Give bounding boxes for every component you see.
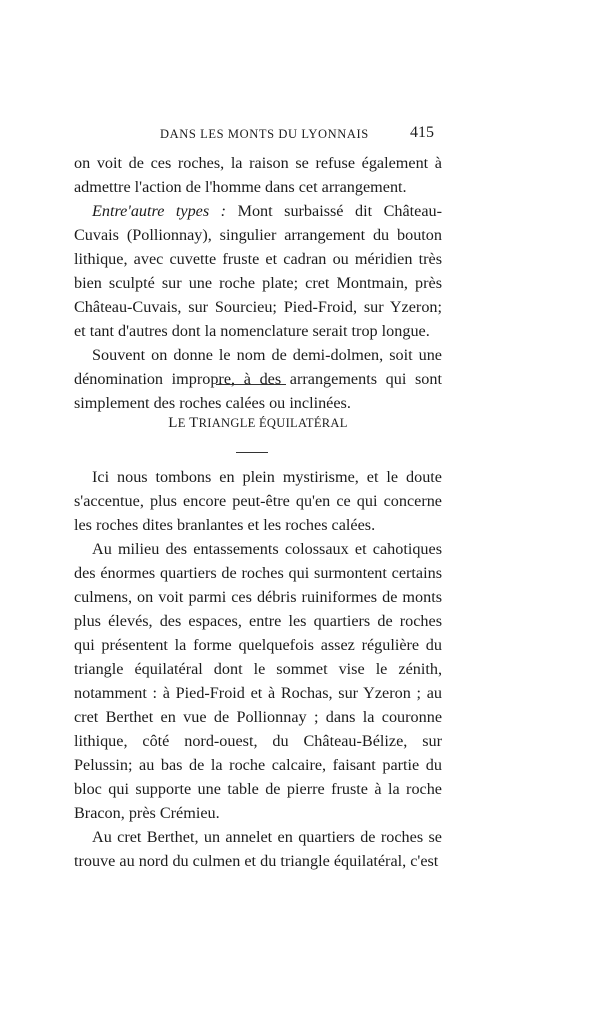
heading-word-triangle: RIANGLE ÉQUILATÉRAL [198, 416, 348, 430]
text-block-top [74, 151, 442, 415]
page-number: 415 [410, 124, 434, 141]
section-divider [216, 384, 286, 385]
section-heading [0, 415, 516, 432]
text-block-bottom [74, 465, 442, 873]
running-head: DANS LES MONTS DU LYONNAIS [160, 127, 369, 141]
paragraph-mysticism: Ici nous tombons en plein mystirisme, et le doute s'accentue, plus encore peut-être qu'en ce qui concerne les roches dites branlantes et les roches calées. [74, 468, 442, 534]
examples-text: Mont surbaissé dit Château-Cuvais (Pollionnay), singulier arrangement du bouton lithique, avec cuvette fruste et cadran ou méridien très bien sculpté sur une roche plate; cret Montmain, près Château-Cuvais, sur Sourcieu; Pied-Froid, sur Yzeron; et tant d'autres dont la nomenclature serait trop longue. [74, 202, 443, 340]
paragraph-examples [74, 199, 442, 343]
heading-word-le: E [177, 416, 190, 430]
examples-lead: Entre'autre types : [92, 202, 227, 220]
heading-cap-t: T [189, 415, 199, 431]
paragraph-continuation: on voit de ces roches, la raison se refuse également à admettre l'action de l'homme dans cet arrangement. [74, 154, 442, 196]
heading-underline [236, 452, 268, 453]
paragraph-cret-berthet: Au cret Berthet, un annelet en quartiers de roches se trouve au nord du culmen et du triangle équilatéral, c'est [74, 828, 442, 870]
paragraph-entassements: Au milieu des entassements colossaux et cahotiques des énormes quartiers de roches qui surmontent certains culmens, on voit parmi ces débris ruiniformes de monts plus élevés, des espaces, entre les quartiers de roches qui présentent la forme quelquefois assez régulière du triangle équilatéral dont le sommet vise le zénith, notamment : à Pied-Froid et à Rochas, sur Yzeron ; au cret Berthet en vue de Pollionnay ; dans la couronne lithique, côté nord-ouest, du Château-Bélize, sur Pelussin; au bas de la roche calcaire, faisant partie du bloc qui supporte une table de pierre fruste à la roche Bracon, près Crémieu. [74, 540, 442, 822]
heading-cap-l: L [168, 415, 178, 431]
paragraph-demi-dolmen: Souvent on donne le nom de demi-dolmen, soit une dénomination impropre, à des arrangements qui sont simplement des roches calées ou inclinées. [74, 346, 442, 412]
